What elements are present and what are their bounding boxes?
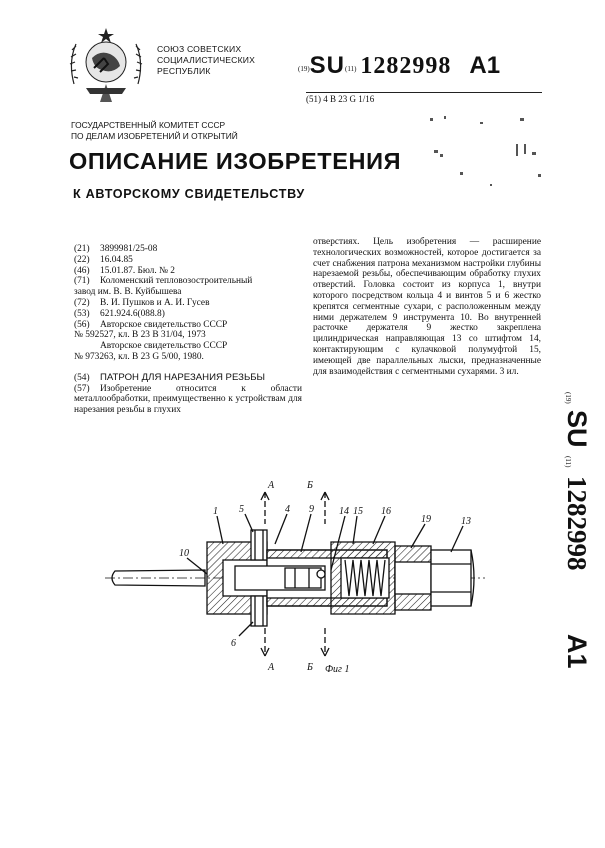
label-16: 16 [381,506,391,517]
abstract-start [74,384,302,416]
side-number: 1282998 [562,476,592,571]
label-a-top: А [268,480,275,491]
side-kind: A1 [562,634,592,669]
invention-title: ПАТРОН ДЛЯ НАРЕЗАНИЯ РЕЗЬБЫ [100,371,266,383]
biblio-46-code: (46) [74,265,90,276]
ipc-class: (51) 4 B 23 G 1/16 [306,94,375,104]
biblio-72-text: В. И. Пушков и А. И. Гусев [100,297,210,308]
committee [71,120,238,142]
label-13: 13 [461,516,471,527]
biblio-53 [74,309,302,320]
union-line-1: СОЮЗ СОВЕТСКИХ [157,44,242,54]
patent-number: 1282998 [360,53,452,79]
label-5: 5 [239,504,244,515]
bibliographic-data [74,244,302,416]
biblio-56-code: (56) [74,319,90,330]
side-code-19: (19) [564,392,572,404]
biblio-56-line-3: Авторское свидетельство СССР [100,341,228,352]
biblio-71-cont: завод им. В. В. Куйбышева [74,287,182,298]
label-10: 10 [179,548,189,559]
biblio-72-code: (72) [74,297,90,308]
library-stamp [420,114,550,198]
label-19: 19 [421,514,431,525]
label-14: 14 [339,506,349,517]
label-4: 4 [285,504,290,515]
biblio-71-code: (71) [74,276,90,287]
biblio-21 [74,244,302,255]
label-1: 1 [213,506,218,517]
ussr-emblem [64,24,148,110]
biblio-46-text: 15.01.87. Бюл. № 2 [100,265,175,276]
abstract-start-text: Изобретение относится к области металлообработки, преимущественно к устройствам для нарезания резьбы в глухих [74,383,302,416]
biblio-71-text: Коломенский тепловозостроительный [100,276,253,287]
biblio-71 [74,276,302,287]
label-b-bottom: Б [307,662,313,673]
biblio-53-code: (53) [74,308,90,319]
biblio-53-text: 621.924.6(088.8) [100,308,165,319]
label-a-bottom: А [268,662,275,673]
biblio-22 [74,255,302,266]
biblio-72 [74,298,302,309]
code-19: (19) [298,65,310,73]
committee-line-2: ПО ДЕЛАМ ИЗОБРЕТЕНИЙ И ОТКРЫТИЙ [71,131,238,141]
label-6: 6 [231,638,236,649]
figure-caption: Фиг 1 [325,664,350,675]
side-code-11: (11) [564,456,572,468]
biblio-56-text: Авторское свидетельство СССР [100,319,228,330]
kind-code: A1 [469,52,501,79]
biblio-54 [74,373,302,384]
patent-number-block [298,52,500,80]
biblio-21-text: 3899981/25-08 [100,244,158,254]
committee-line-1: ГОСУДАРСТВЕННЫЙ КОМИТЕТ СССР [71,120,226,130]
side-patent-number [556,390,592,680]
union-line-2: СОЦИАЛИСТИЧЕСКИХ [157,55,256,65]
biblio-57-code: (57) [74,383,90,394]
figure-1-drawing [95,470,535,680]
code-11: (11) [345,65,357,73]
label-b-top: Б [307,480,313,491]
label-9: 9 [309,504,314,515]
side-country: SU [562,410,592,448]
abstract-continued: отверстиях. Цель изобретения — расширение технологических возможностей, которое достигается за счет снабжения патрона механизмом настройки глубины нарезаемой резьбы, обеспечивающим обработку глухих отверстий. Головка состоит из корпуса 1, внутри которого посредством кольца 4 и винтов 5 и 6 жестко крепятся сегментные сухари, с расположенным между ними держателем 9 инструмента 10. Во внутренней расточке держателя 9 жестко закреплена цилиндрическая направляющая 13 со штифтом 14, контактирующим с кулачковой полумуфтой 15, имеющей две параллельных лыски, предназначенные для взаимодействия с сегментными сухарями. 3 ил. [313,237,541,377]
label-15: 15 [353,506,363,517]
biblio-56-ref-1: № 592527, кл. B 23 B 31/04, 1973 [74,330,206,341]
document-subtitle: К АВТОРСКОМУ СВИДЕТЕЛЬСТВУ [73,187,305,201]
biblio-22-text: 16.04.85 [100,254,133,265]
biblio-46 [74,266,302,277]
document-title: ОПИСАНИЕ ИЗОБРЕТЕНИЯ [69,148,402,174]
union-line-3: РЕСПУБЛИК [157,66,211,76]
country-code: SU [309,52,346,79]
biblio-21-code: (21) [74,244,90,254]
biblio-56-ref-2: № 973263, кл. B 23 G 5/00, 1980. [74,351,204,362]
union-name [157,44,255,77]
biblio-54-code: (54) [74,372,90,383]
biblio-56 [74,320,302,331]
header-rule [306,92,542,93]
biblio-22-code: (22) [74,254,90,265]
